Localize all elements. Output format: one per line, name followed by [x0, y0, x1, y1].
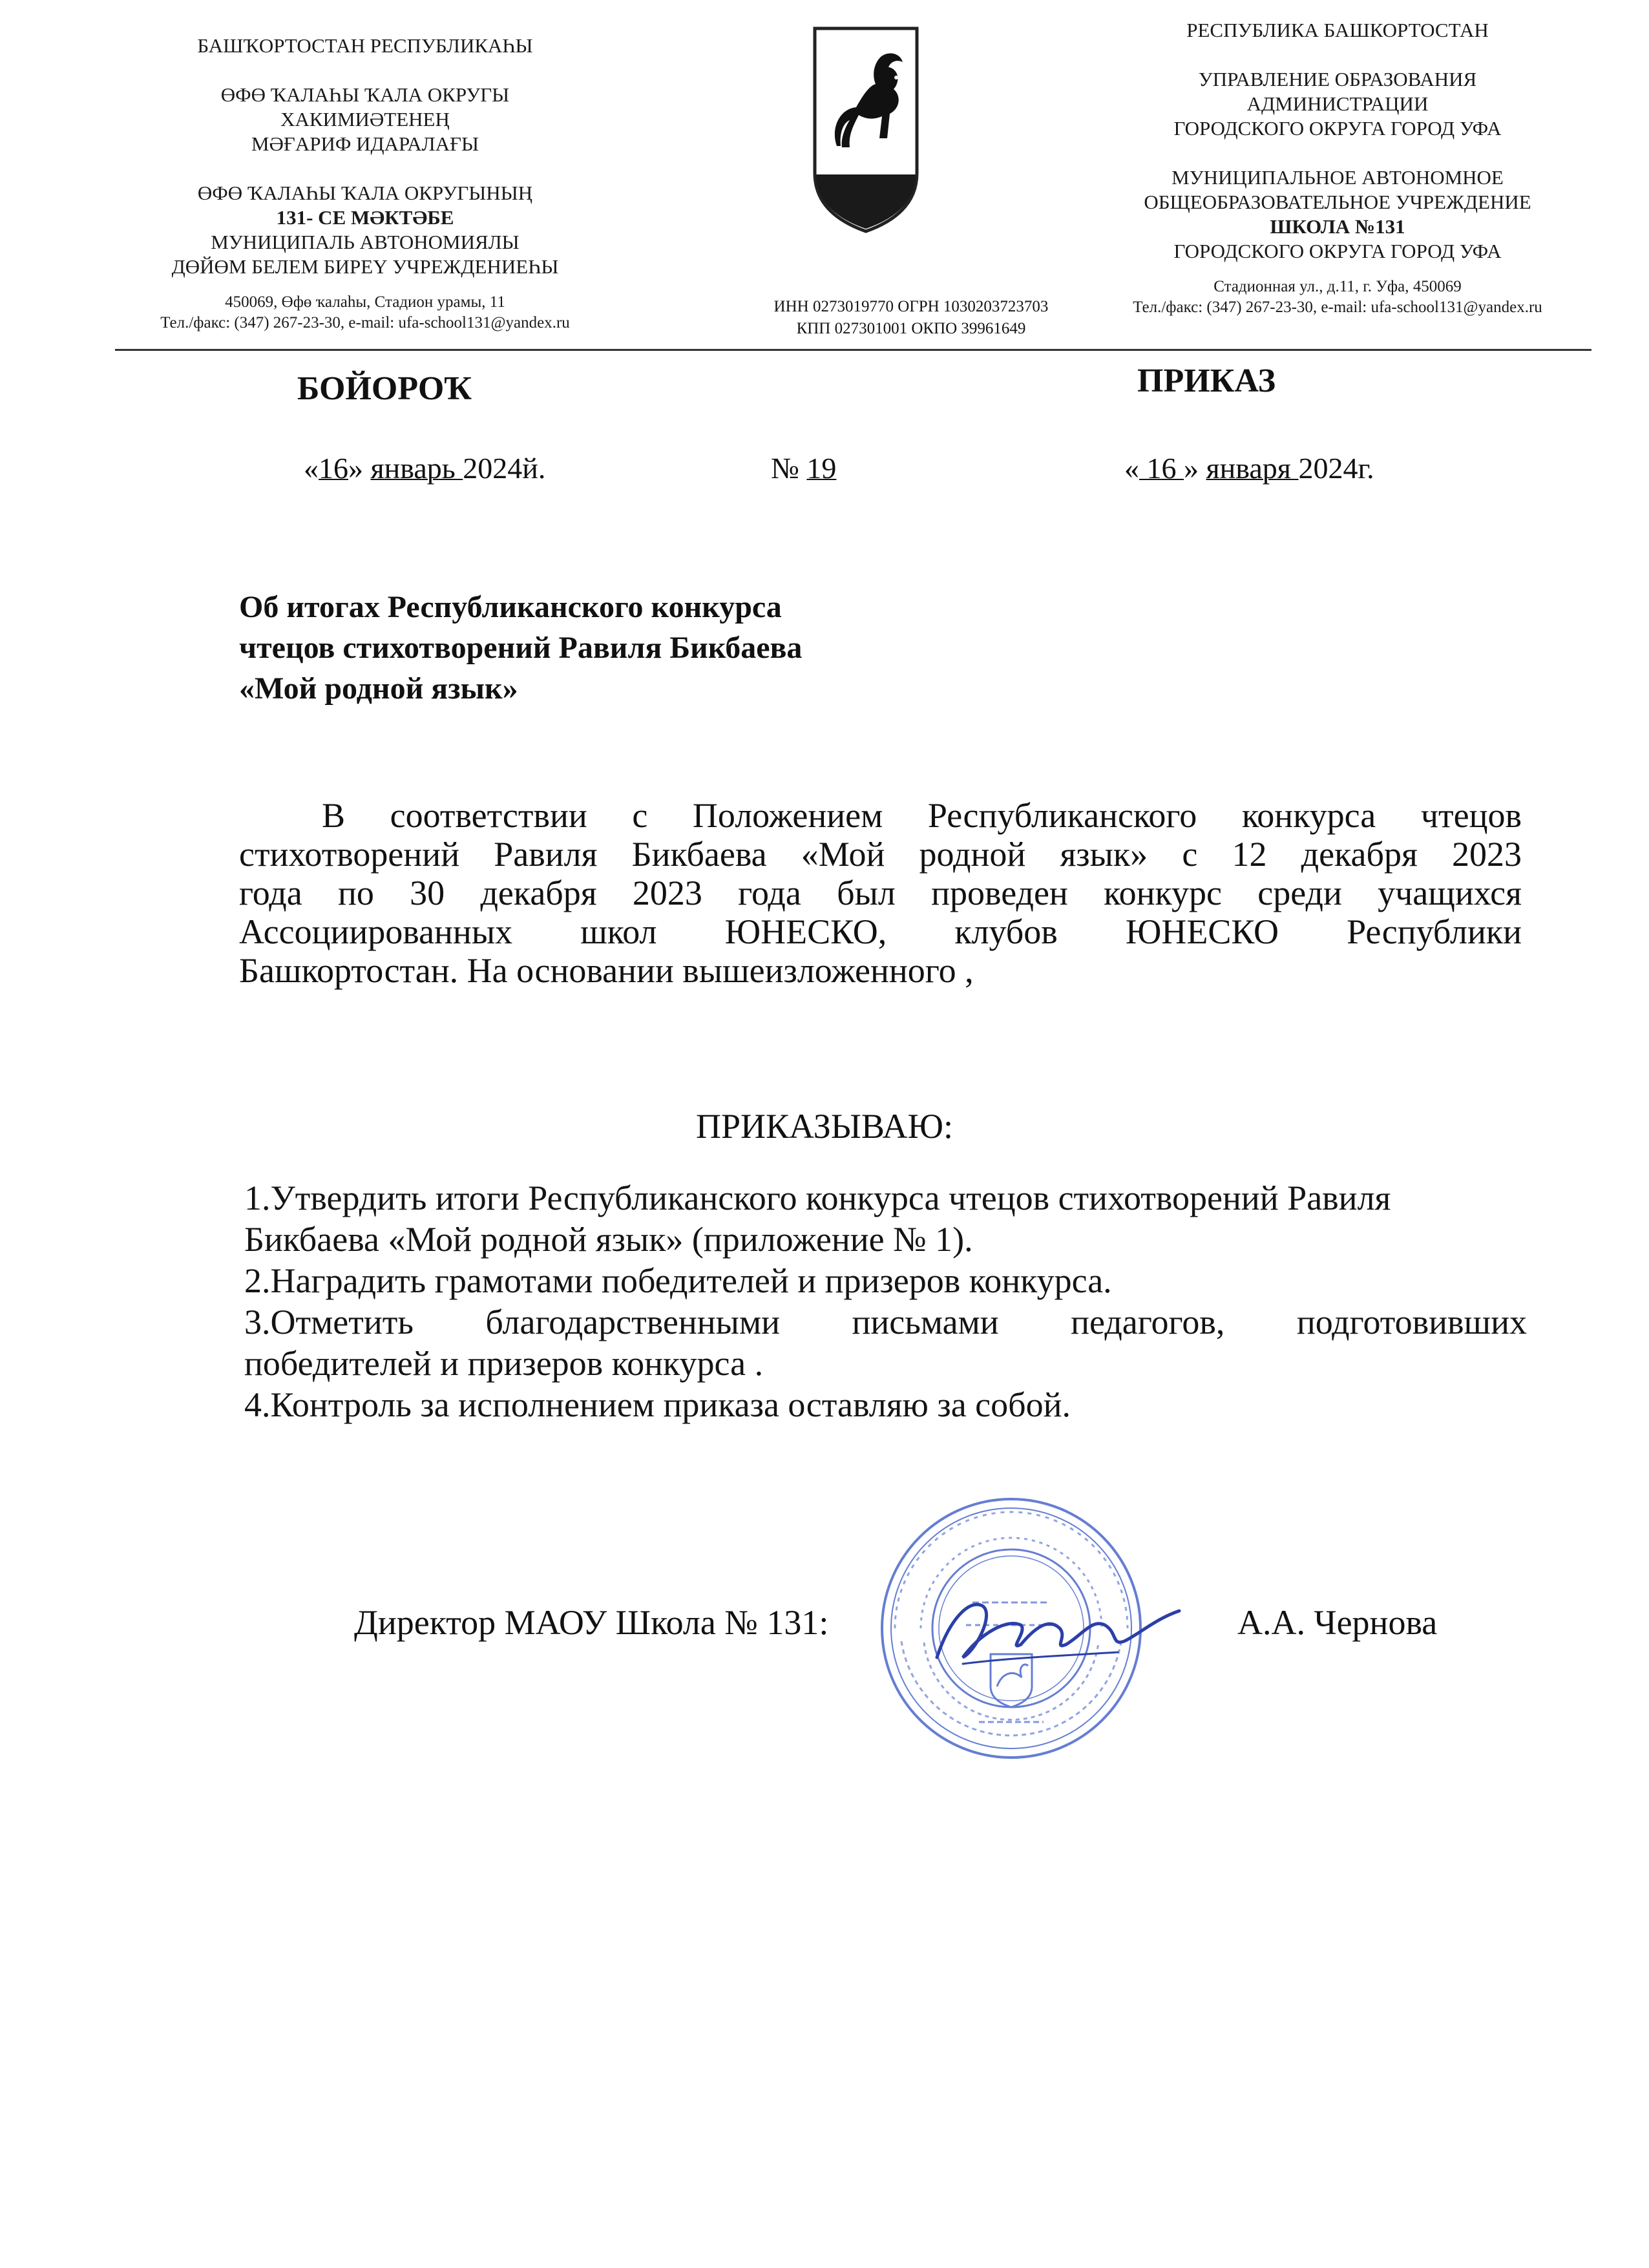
date-bashkir-close: » [348, 452, 363, 485]
item2: 2.Наградить грамотами победителей и призеров конкурса. [244, 1261, 1112, 1300]
order-number-sign: № [771, 452, 799, 485]
date-bashkir-day: 16 [319, 452, 348, 485]
registration-line2: КПП 027301001 ОКПО 39961649 [796, 320, 1026, 337]
date-bashkir [304, 451, 545, 485]
body-paragraph [239, 796, 1522, 990]
header-right-line8: ГОРОДСКОГО ОКРУГА ГОРОД УФА [1173, 240, 1502, 262]
header-right [1063, 18, 1612, 318]
date-russian [1124, 451, 1374, 485]
header-left-line5: ӨФӨ ҠАЛАҺЫ ҠАЛА ОКРУГЫНЫҢ [197, 182, 533, 204]
order-subject [239, 587, 802, 709]
item4: 4.Контроль за исполнением приказа оставляю за собой. [244, 1385, 1071, 1424]
date-bashkir-month: январь [370, 452, 463, 485]
header-right-line3: АДМИНИСТРАЦИИ [1246, 92, 1429, 115]
date-russian-year: 2024г. [1298, 452, 1374, 485]
order-number-value: 19 [806, 452, 837, 485]
date-bashkir-year: 2024й. [463, 452, 546, 485]
header-left-address: 450069, Өфө ҡалаһы, Стадион урамы, 11 [225, 293, 505, 311]
header-divider [115, 349, 1591, 351]
header-right-line6: ОБЩЕОБРАЗОВАТЕЛЬНОЕ УЧРЕЖДЕНИЕ [1144, 191, 1531, 213]
subject-line3: «Мой родной язык» [239, 671, 518, 706]
date-russian-month: января [1206, 452, 1299, 485]
date-russian-close: » [1184, 452, 1199, 485]
item1-line1: 1.Утвердить итоги Республиканского конкурса чтецов стихотворений Равиля [244, 1179, 1391, 1217]
body-line1: В соответствии с Положением Республиканского конкурса чтецов [322, 796, 1522, 835]
date-russian-day: 16 [1139, 452, 1184, 485]
registration-numbers [720, 296, 1102, 340]
date-bashkir-open: « [304, 452, 319, 485]
header-left [107, 34, 624, 333]
registration-line1: ИНН 0273019770 ОГРН 1030203723703 [773, 298, 1049, 315]
header-right-line2: УПРАВЛЕНИЕ ОБРАЗОВАНИЯ [1198, 68, 1477, 90]
body-line2: стихотворений Равиля Бикбаева «Мой родной язык» с 12 декабря 2023 [239, 835, 1522, 874]
header-right-line4: ГОРОДСКОГО ОКРУГА ГОРОД УФА [1173, 117, 1502, 140]
header-left-line2: ӨФӨ ҠАЛАҺЫ ҠАЛА ОКРУГЫ [220, 83, 510, 106]
header-right-contacts: Тел./факс: (347) 267-23-30, e-mail: ufa-school131@yandex.ru [1133, 299, 1542, 316]
item1-line2: Бикбаева «Мой родной язык» (приложение № 1). [244, 1220, 973, 1259]
subject-line2: чтецов стихотворений Равиля Бикбаева [239, 631, 803, 665]
body-line5: Башкортостан. На основании вышеизложенного , [239, 951, 974, 990]
header-right-line1: РЕСПУБЛИКА БАШКОРТОСТАН [1186, 19, 1489, 41]
item3-line1: 3.Отметить благодарственными письмами педагогов, подготовивших [244, 1303, 1527, 1341]
header-left-line1: БАШҠОРТОСТАН РЕСПУБЛИКАҺЫ [197, 34, 533, 57]
signature-name: А.А. Чернова [1237, 1603, 1438, 1642]
title-bashkir: БОЙОРОҠ [297, 370, 472, 407]
signature-position: Директор МАОУ Школа № 131: [354, 1603, 829, 1642]
subject-line1: Об итогах Республиканского конкурса [239, 590, 782, 624]
body-line4: Ассоциированных школ ЮНЕСКО, клубов ЮНЕСКО Республики [239, 912, 1522, 951]
date-russian-open: « [1124, 452, 1139, 485]
header-right-line7: ШКОЛА №131 [1270, 215, 1405, 238]
header-left-line7: МУНИЦИПАЛЬ АВТОНОМИЯЛЫ [211, 231, 520, 253]
header-right-address: Стадионная ул., д.11, г. Уфа, 450069 [1213, 278, 1462, 295]
header-left-line4: МӘҒАРИФ ИДАРАЛАҒЫ [251, 132, 479, 155]
header-left-contacts: Тел./факс: (347) 267-23-30, e-mail: ufa-school131@yandex.ru [160, 314, 570, 331]
director-signature [924, 1580, 1195, 1683]
body-line3: года по 30 декабря 2023 года был проведен конкурс среди учащихся [239, 874, 1522, 912]
header-left-line3: ХАКИМИӘТЕНЕҢ [280, 108, 450, 131]
order-heading: ПРИКАЗЫВАЮ: [696, 1107, 953, 1146]
ufa-coat-of-arms-emblem [811, 25, 921, 235]
header-left-line8: ДӨЙӨМ БЕЛЕМ БИРЕҮ УЧРЕЖДЕНИЕҺЫ [171, 255, 559, 278]
title-russian: ПРИКАЗ [1137, 362, 1276, 399]
item3-line2: победителей и призеров конкурса . [244, 1344, 764, 1383]
order-number [771, 451, 836, 485]
header-left-line6: 131- СЕ МӘКТӘБЕ [276, 206, 454, 229]
order-items [244, 1177, 1527, 1425]
header-right-line5: МУНИЦИПАЛЬНОЕ АВТОНОМНОЕ [1171, 166, 1504, 189]
